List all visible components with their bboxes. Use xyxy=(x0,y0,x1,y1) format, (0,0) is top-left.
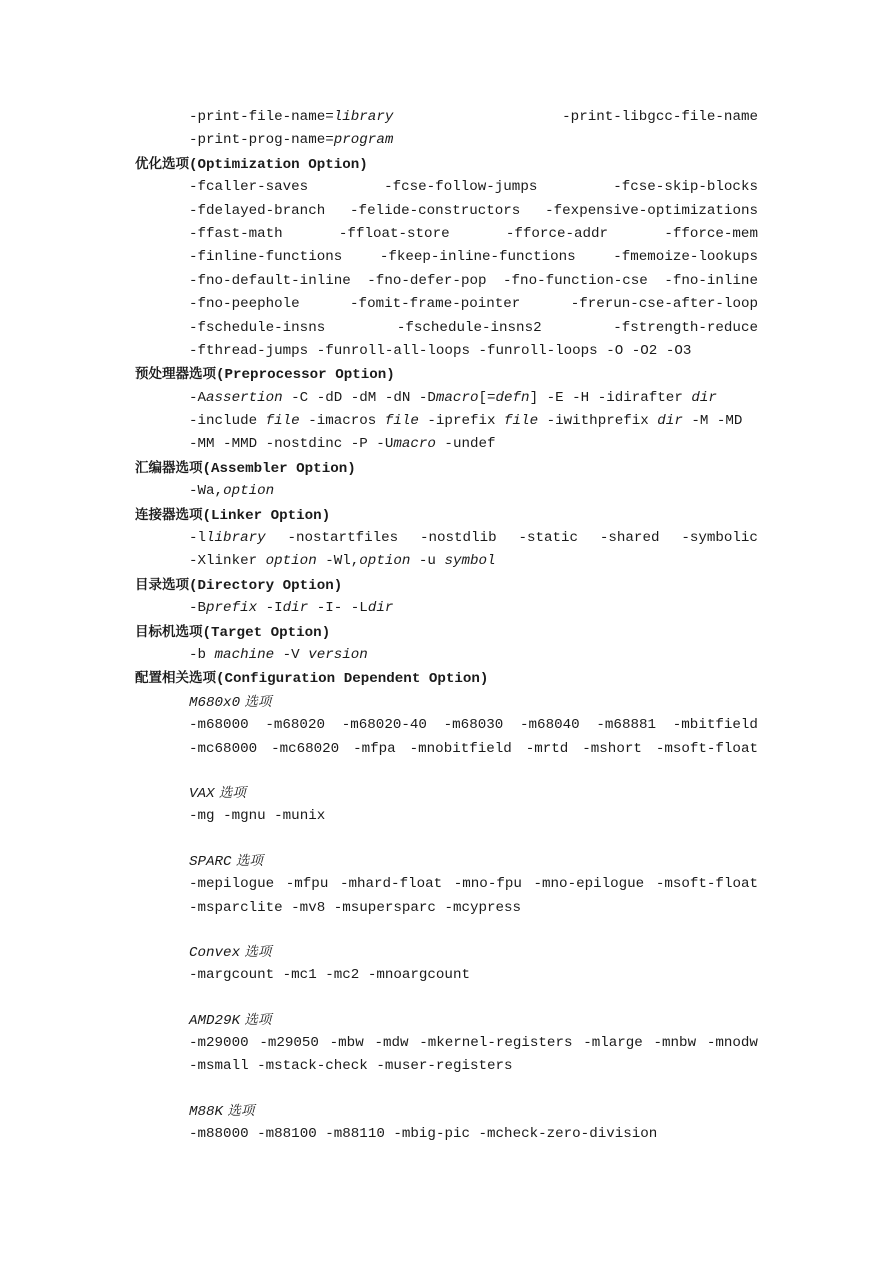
section-heading-target: 目标机选项(Target Option) xyxy=(135,623,331,641)
option-line: -Aassertion -C -dD -dM -dN -Dmacro[=defn] -E -H -idirafter dir xyxy=(189,389,717,406)
subsection-m88k: M88K 选项 xyxy=(189,1102,255,1120)
section-heading-assembler: 汇编器选项(Assembler Option) xyxy=(135,459,356,477)
spacer xyxy=(0,988,892,1009)
option-line: -fthread-jumps -funroll-all-loops -funroll-loops -O -O2 -O3 xyxy=(189,342,692,359)
option-line: -Bprefix -Idir -I- -Ldir xyxy=(189,600,394,617)
option-line: -fcaller-saves -fcse-follow-jumps -fcse-skip-blocks xyxy=(189,179,758,196)
spacer xyxy=(0,1079,892,1100)
spacer xyxy=(0,829,892,850)
option-line: -fdelayed-branch -felide-constructors -fexpensive-optimizations xyxy=(189,202,758,219)
option-print-file-name: -print-file-name=library xyxy=(189,109,394,125)
spacer xyxy=(0,920,892,941)
section-heading-optimization: 优化选项(Optimization Option) xyxy=(135,155,368,173)
section-heading-linker: 连接器选项(Linker Option) xyxy=(135,506,331,524)
option-line: -b machine -V version xyxy=(189,646,368,663)
option-print-libgcc-file-name: -print-libgcc-file-name xyxy=(562,109,758,125)
document-page xyxy=(0,106,892,1147)
option-line: -mc68000 -mc68020 -mfpa -mnobitfield -mrtd -mshort -msoft-float xyxy=(189,740,758,757)
subsection-vax: VAX 选项 xyxy=(189,784,246,802)
subsection-convex: Convex 选项 xyxy=(189,943,272,961)
option-line: -llibrary -nostartfiles -nostdlib -static -shared -symbolic xyxy=(189,530,758,547)
spacer xyxy=(0,761,892,782)
option-line: -m88000 -m88100 -m88110 -mbig-pic -mcheck-zero-division xyxy=(189,1126,658,1143)
section-heading-directory: 目录选项(Directory Option) xyxy=(135,576,343,594)
option-line: -mg -mgnu -munix xyxy=(189,808,326,825)
option-line: -Wa,option xyxy=(189,483,275,500)
subsection-m680x0: M680x0 选项 xyxy=(189,693,272,711)
option-line: -fno-default-inline -fno-defer-pop -fno-function-cse -fno-inline xyxy=(189,272,758,289)
option-line: -Xlinker option -Wl,option -u symbol xyxy=(189,553,496,570)
section-heading-preprocessor: 预处理器选项(Preprocessor Option) xyxy=(135,366,395,384)
subsection-sparc: SPARC 选项 xyxy=(189,852,263,870)
option-line: -m29000 -m29050 -mbw -mdw -mkernel-registers -mlarge -mnbw -mnodw xyxy=(189,1035,758,1052)
option-line: -finline-functions -fkeep-inline-functions -fmemoize-lookups xyxy=(189,249,758,266)
print-file-name-line xyxy=(0,106,758,129)
subsection-amd29k: AMD29K 选项 xyxy=(189,1011,272,1029)
section-heading-configuration: 配置相关选项(Configuration Dependent Option) xyxy=(135,670,489,688)
option-line: -margcount -mc1 -mc2 -mnoargcount xyxy=(189,967,470,984)
option-line: -msmall -mstack-check -muser-registers xyxy=(189,1058,513,1075)
option-line: -fno-peephole -fomit-frame-pointer -frerun-cse-after-loop xyxy=(189,296,758,313)
print-prog-name-line: -print-prog-name=program xyxy=(189,132,394,149)
option-line: -fschedule-insns -fschedule-insns2 -fstrength-reduce xyxy=(189,319,758,336)
option-line: -include file -imacros file -iprefix file -iwithprefix dir -M -MD xyxy=(189,413,743,430)
option-line: -m68000 -m68020 -m68020-40 -m68030 -m68040 -m68881 -mbitfield xyxy=(189,717,758,734)
option-line: -mepilogue -mfpu -mhard-float -mno-fpu -mno-epilogue -msoft-float xyxy=(189,876,758,893)
option-line: -MM -MMD -nostdinc -P -Umacro -undef xyxy=(189,436,496,453)
option-line: -ffast-math -ffloat-store -fforce-addr -fforce-mem xyxy=(189,225,758,242)
option-line: -msparclite -mv8 -msupersparc -mcypress xyxy=(189,899,522,916)
